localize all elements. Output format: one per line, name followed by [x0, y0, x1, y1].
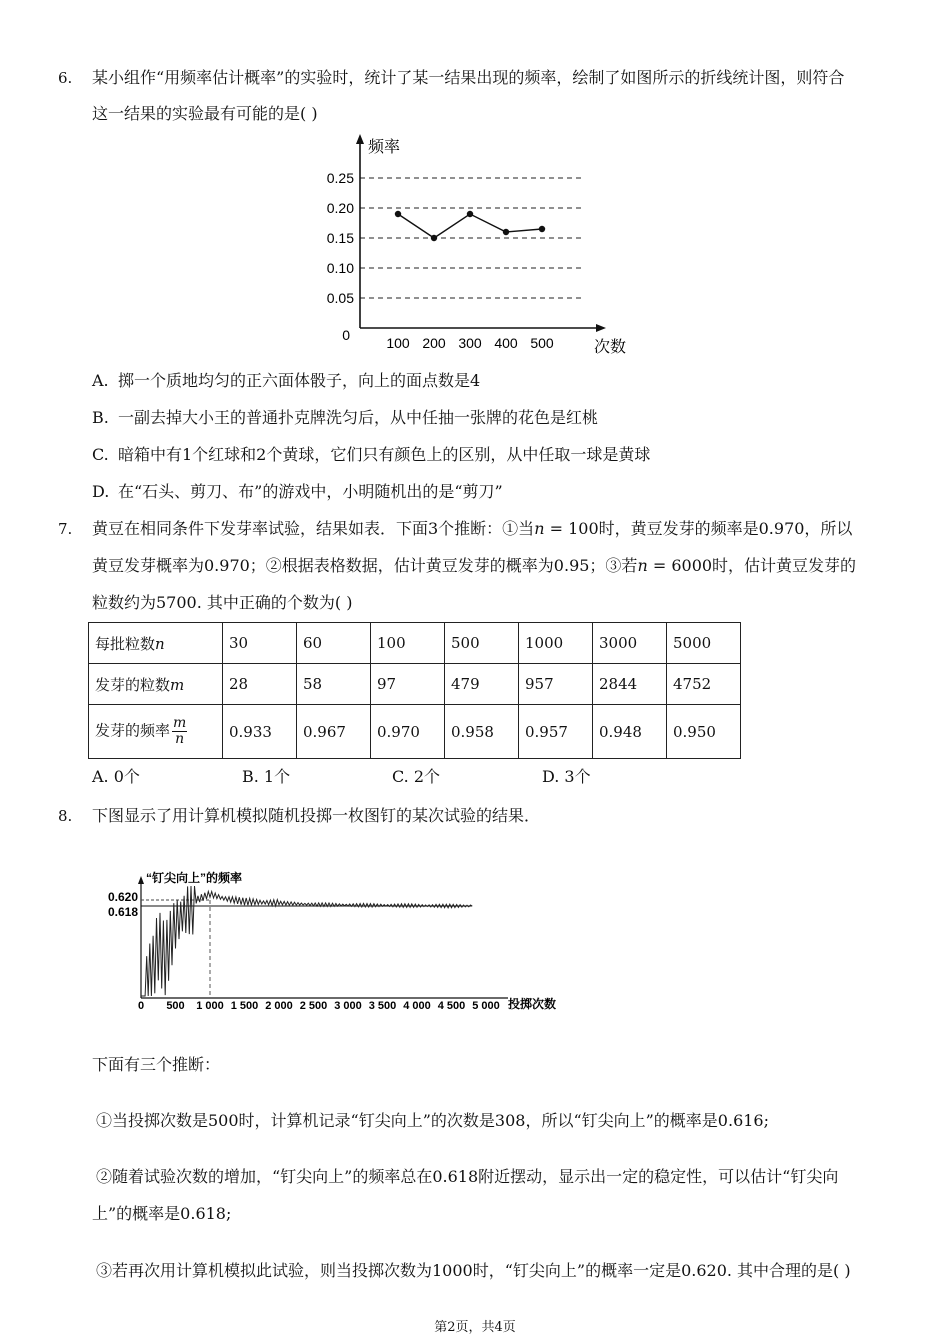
table-cell: 957 [519, 664, 593, 705]
chart1-series-line [398, 214, 542, 238]
option-7a[interactable]: A. 0个 [92, 767, 140, 786]
table-cell: 0.933 [223, 705, 297, 759]
option-6a-label: A. [92, 371, 109, 390]
question-8-intro: 下面有三个推断： [92, 1055, 221, 1074]
q7-var-n-2: n [637, 556, 648, 575]
chart1-ytick-label: 0.05 [326, 290, 354, 306]
option-6b-label: B. [92, 408, 109, 427]
option-6b-text: 一副去掉大小王的普通扑克牌洗匀后，从中任抽一张牌的花色是红桃 [118, 408, 599, 427]
table-cell: 0.958 [445, 705, 519, 759]
q7-var-n-1: n [534, 519, 545, 538]
chart1-point [503, 229, 509, 235]
chart1-y-label: 频率 [368, 139, 401, 156]
question-8-statement-3: ③若再次用计算机模拟此试验，则当投掷次数为1000时，“钉尖向上”的概率一定是0.620. 其中合理的是( ) [96, 1261, 851, 1280]
table-cell: 0.967 [297, 705, 371, 759]
question-7-line3: 粒数约为5700. 其中正确的个数为( ) [92, 593, 353, 612]
option-6d-text: 在“石头、剪刀、布”的游戏中，小明随机出的是“剪刀” [118, 482, 503, 501]
q7-line2-a: 黄豆发芽概率为0.970；②根据表格数据，估计黄豆发芽的概率为0.95；③若 [92, 556, 638, 575]
table-cell: 0.970 [371, 705, 445, 759]
chart1-point [539, 226, 545, 232]
table-row [89, 705, 741, 759]
option-6c[interactable] [92, 444, 650, 466]
question-8-statement-1: ①当投掷次数是500时，计算机记录“钉尖向上”的次数是308，所以“钉尖向上”的概率是0.616; [96, 1111, 769, 1130]
chart2-title: “钉尖向上”的频率 [146, 871, 243, 885]
option-6a[interactable] [92, 370, 480, 392]
chart2-x-label: 投掷次数 [508, 997, 557, 1011]
question-8-statement-2b: 上”的概率是0.618; [92, 1204, 232, 1223]
chart1-point [431, 235, 437, 241]
thumbtack-frequency-chart [96, 858, 576, 1018]
chart1-xtick-label: 200 [422, 335, 446, 351]
chart1-y-ticks [327, 170, 354, 306]
table-cell: 4752 [667, 664, 741, 705]
chart2-xtick-label: 4 000 [403, 1000, 431, 1012]
chart2-series-line [141, 886, 472, 996]
table-cell: 97 [371, 664, 445, 705]
chart2-xtick-label: 500 [166, 1000, 185, 1012]
table-cell: 1000 [519, 623, 593, 664]
table-cell: 60 [297, 623, 371, 664]
table-row-label: 发芽的粒数m [89, 664, 223, 705]
table-row-label: 每批粒数n [89, 623, 223, 664]
chart2-xtick-label: 3 000 [334, 1000, 362, 1012]
chart1-xtick-label: 300 [458, 335, 482, 351]
q7-line2-b: = 6000时，估计黄豆发芽的 [652, 556, 857, 575]
chart1-point [467, 211, 473, 217]
chart2-xtick-label: 1 500 [230, 1000, 259, 1012]
question-6-text-line1: 某小组作“用频率估计概率”的实验时，统计了某一结果出现的频率，绘制了如图所示的折线统计图，则符合 [92, 68, 845, 87]
chart1-points [395, 211, 545, 241]
chart1-gridlines [360, 178, 585, 298]
chart1-y-arrow [356, 134, 364, 144]
chart1-ytick-label: 0.25 [326, 170, 354, 186]
question-7-number: 7. [58, 520, 73, 538]
chart1-xtick-label: 100 [386, 335, 410, 351]
q7-line1-b: = 100时，黄豆发芽的频率是0.970，所以 [549, 519, 853, 538]
chart2-y-arrow [138, 876, 144, 884]
chart2-xtick-label: 4 500 [437, 1000, 466, 1012]
question-7-line1 [92, 518, 852, 540]
frequency-line-chart [310, 132, 640, 360]
table-cell: 500 [445, 623, 519, 664]
question-8-number: 8. [58, 807, 73, 825]
chart1-ytick-label: 0.10 [326, 260, 354, 276]
fraction-m-over-n: $\frac{m}{n}$ [173, 715, 187, 747]
table-row [89, 623, 741, 664]
chart2-ytick-0620: 0.620 [107, 890, 138, 904]
option-6d-label: D. [92, 482, 110, 501]
table-cell: 30 [223, 623, 297, 664]
chart2-ytick-0618: 0.618 [107, 905, 138, 919]
germination-table [88, 622, 741, 759]
chart1-point [395, 211, 401, 217]
table-row [89, 664, 741, 705]
chart2-xtick-label: 1 000 [196, 1000, 224, 1012]
option-6c-label: C. [92, 445, 109, 464]
option-6d[interactable] [92, 481, 503, 503]
chart1-xtick-label: 500 [530, 335, 554, 351]
page-footer: 第2页，共4页 [434, 1320, 516, 1335]
chart2-xtick-label: 5 000 [472, 1000, 500, 1012]
table-cell: 28 [223, 664, 297, 705]
chart2-xtick-label: 2 000 [265, 1000, 293, 1012]
chart1-origin-label: 0 [342, 327, 350, 343]
question-6-text-line2: 这一结果的实验最有可能的是( ) [92, 104, 318, 123]
question-6-number: 6. [58, 69, 73, 87]
option-6b[interactable] [92, 407, 598, 429]
option-7d[interactable]: D. 3个 [542, 767, 591, 786]
question-8-text: 下图显示了用计算机模拟随机投掷一枚图钉的某次试验的结果． [92, 806, 541, 825]
chart2-x-ticks [138, 1000, 500, 1012]
chart1-x-arrow [596, 324, 606, 332]
chart2-xtick-label: 2 500 [299, 1000, 328, 1012]
question-8-statement-2a: ②随着试验次数的增加，“钉尖向上”的频率总在0.618附近摆动，显示出一定的稳定性，可以估计“钉尖向 [96, 1167, 839, 1186]
chart1-ytick-label: 0.20 [326, 200, 354, 216]
option-6a-text: 掷一个质地均匀的正六面体骰子，向上的面点数是4 [118, 371, 481, 390]
table-cell: 3000 [593, 623, 667, 664]
chart1-x-ticks [386, 335, 554, 351]
table-row-label: 发芽的频率 $\frac{m}{n}$ [89, 705, 223, 759]
table-cell: 100 [371, 623, 445, 664]
table-cell: 0.957 [519, 705, 593, 759]
option-7c[interactable]: C. 2个 [392, 767, 441, 786]
option-7b[interactable]: B. 1个 [242, 767, 291, 786]
option-6c-text: 暗箱中有1个红球和2个黄球，它们只有颜色上的区别，从中任取一球是黄球 [118, 445, 651, 464]
table-cell: 58 [297, 664, 371, 705]
table-cell: 0.950 [667, 705, 741, 759]
chart2-xtick-label: 3 500 [368, 1000, 397, 1012]
chart1-ytick-label: 0.15 [326, 230, 354, 246]
chart2-xtick-label: 0 [137, 1000, 145, 1012]
chart1-xtick-label: 400 [494, 335, 518, 351]
q7-line1-a: 黄豆在相同条件下发芽率试验，结果如表．下面3个推断：①当 [92, 519, 535, 538]
table-cell: 5000 [667, 623, 741, 664]
table-cell: 479 [445, 664, 519, 705]
question-7-line2 [92, 555, 856, 577]
table-cell: 0.948 [593, 705, 667, 759]
chart1-x-label: 次数 [594, 339, 627, 356]
table-cell: 2844 [593, 664, 667, 705]
